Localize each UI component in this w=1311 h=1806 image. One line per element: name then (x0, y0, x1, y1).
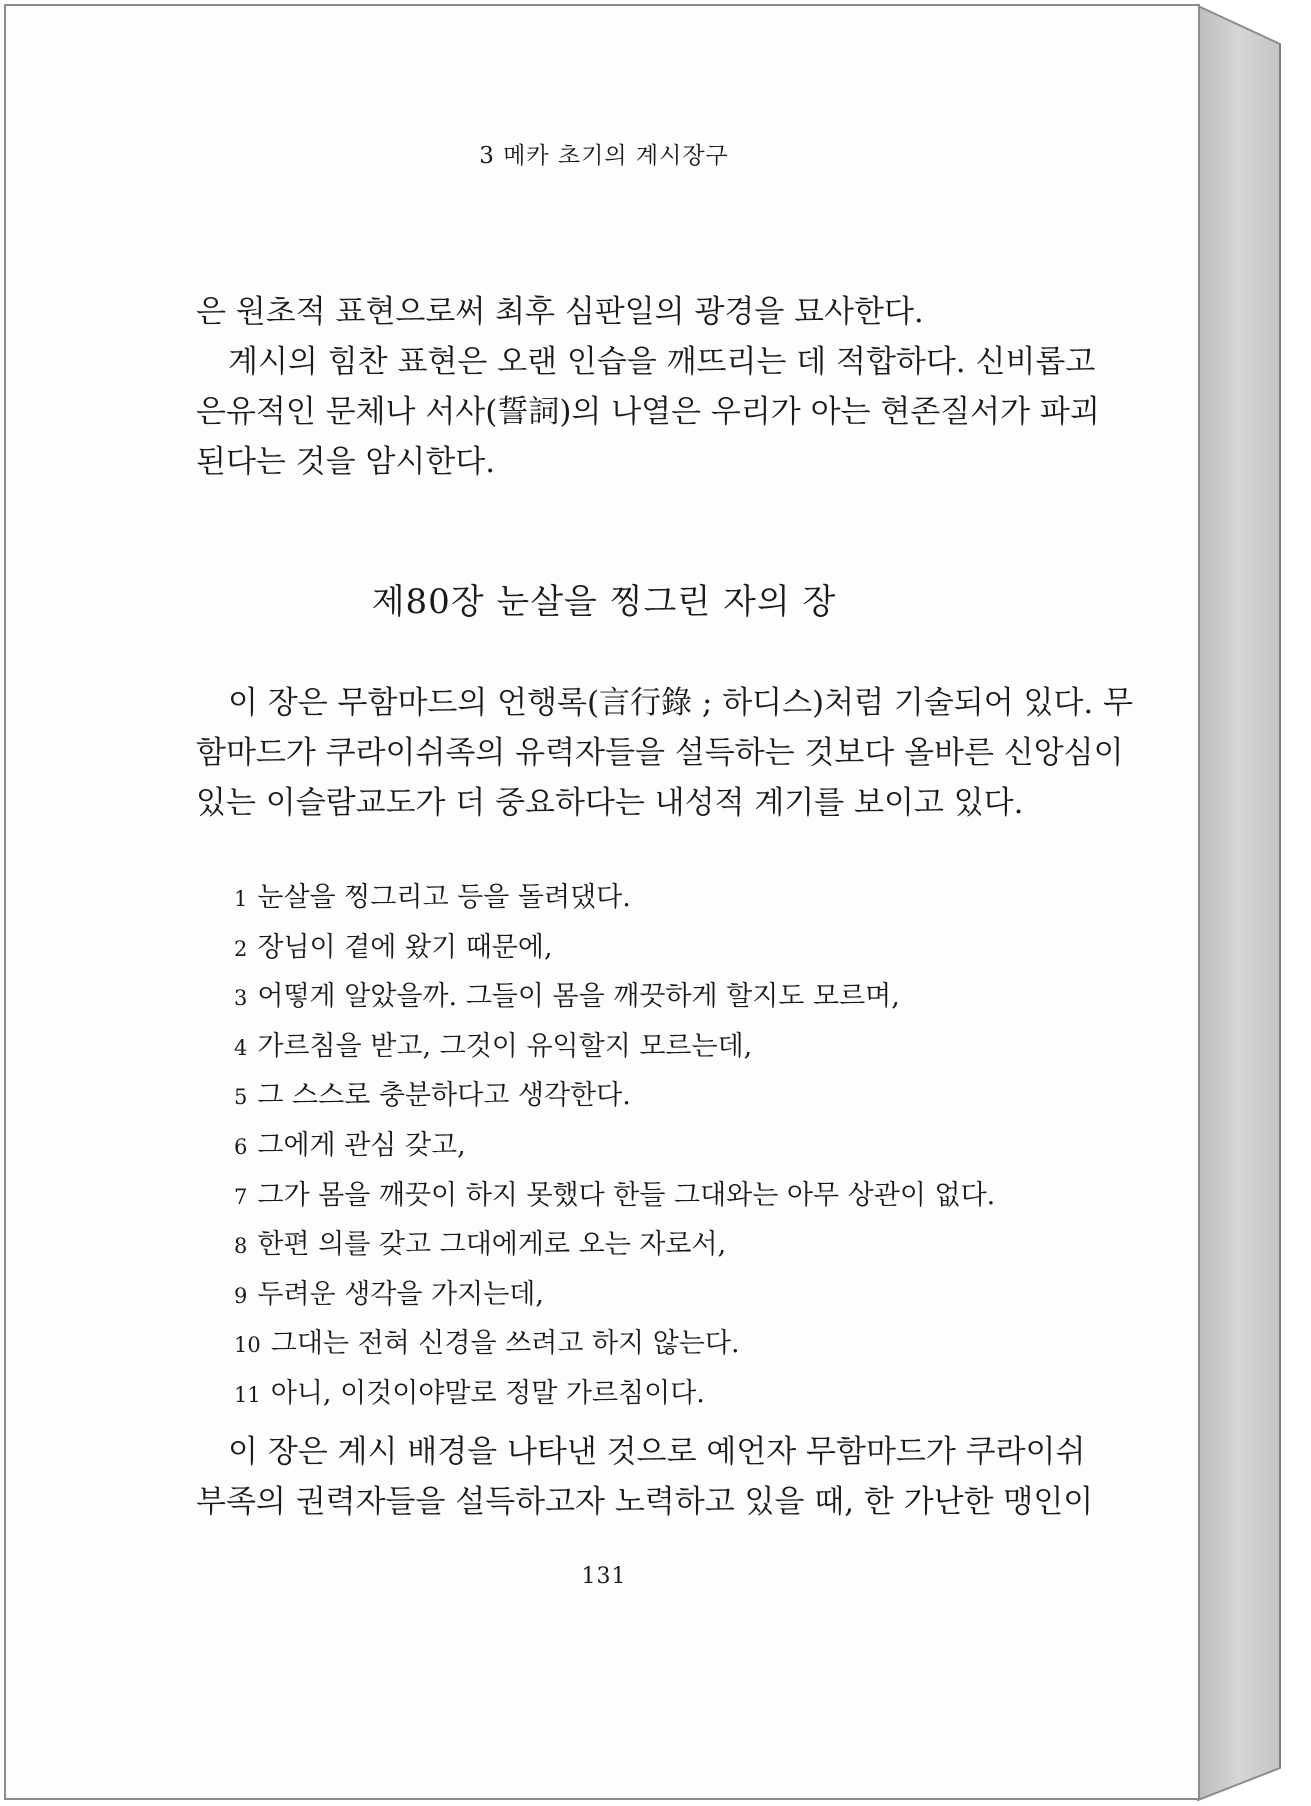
verse (234, 1122, 1054, 1172)
text-line: 이 장은 무함마드의 언행록(言行錄 ; 하디스)처럼 기술되어 있다. 무 (228, 685, 1134, 721)
verse-text: 그 스스로 충분하다고 생각한다. (257, 1080, 631, 1112)
text-line: 은유적인 문체나 서사(誓詞)의 나열은 우리가 아는 현존질서가 파괴 (196, 394, 1100, 430)
verse-number: 9 (234, 1283, 248, 1308)
verse-text: 그에게 관심 갖고, (257, 1129, 466, 1161)
text-line: 은 원초적 표현으로써 최후 심판일의 광경을 묘사한다. (196, 294, 924, 330)
intro-paragraph-2 (196, 337, 1100, 487)
text-line: 부족의 권력자들을 설득하고자 노력하고 있을 때, 한 가난한 맹인이 (196, 1484, 1094, 1520)
intro-paragraph-1 (196, 287, 1066, 337)
verse (234, 973, 1054, 1023)
verse-text: 장님이 곁에 왔기 때문에, (257, 931, 553, 963)
text-line: 함마드가 쿠라이쉬족의 유력자들을 설득하는 것보다 올바른 신앙심이 (196, 735, 1124, 771)
verse-number: 1 (234, 887, 248, 911)
verse-text: 그대는 전혀 신경을 쓰려고 하지 않는다. (270, 1328, 740, 1360)
verse-text: 두려운 생각을 가지는데, (257, 1278, 544, 1310)
chapter-intro-paragraph (196, 678, 1134, 828)
verse-number: 4 (234, 1035, 248, 1060)
chapter-title: 제80장 눈살을 찡그린 자의 장 (371, 582, 837, 622)
verse (234, 1271, 1054, 1321)
verse-number: 11 (234, 1382, 261, 1407)
verse-text: 아니, 이것이야말로 정말 가르침이다. (270, 1377, 705, 1409)
verse-number: 10 (234, 1333, 261, 1358)
verse (234, 1370, 1054, 1420)
verse-text: 한편 의를 갖고 그대에게로 오는 자로서, (257, 1229, 727, 1261)
verse (234, 1072, 1054, 1122)
verse (234, 1023, 1054, 1073)
chapter-intro (196, 678, 1134, 828)
verse (234, 874, 1054, 924)
verse (234, 924, 1054, 974)
verse-text: 그가 몸을 깨끗이 하지 못했다 한들 그대와는 아무 상관이 없다. (257, 1179, 996, 1211)
verse (234, 1172, 1054, 1222)
verse-text: 어떻게 알았을까. 그들이 몸을 깨끗하게 할지도 모르며, (257, 981, 900, 1013)
running-head: 3 메카 초기의 계시장구 (479, 143, 729, 169)
text-line: 있는 이슬람교도가 더 중요하다는 내성적 계기를 보이고 있다. (196, 785, 1024, 821)
verse-text: 가르침을 받고, 그것이 유익할지 모르는데, (257, 1030, 753, 1062)
verse-text: 눈살을 찡그리고 등을 돌려댔다. (257, 882, 631, 913)
text-line: 이 장은 계시 배경을 나타낸 것으로 예언자 무함마드가 쿠라이쉬 (228, 1434, 1086, 1470)
commentary (196, 1427, 1094, 1527)
text-line: 된다는 것을 암시한다. (196, 444, 496, 480)
verse (234, 1221, 1054, 1271)
verse-number: 2 (234, 936, 248, 961)
intro-text (196, 287, 1100, 487)
book-page (4, 4, 1200, 1800)
verse-number: 3 (234, 986, 248, 1011)
text-line: 계시의 힘찬 표현은 오랜 인습을 깨뜨리는 데 적합하다. 신비롭고 (228, 344, 1096, 380)
verse-number: 6 (234, 1134, 248, 1159)
page-number: 131 (581, 1564, 627, 1589)
verse-number: 8 (234, 1234, 248, 1259)
commentary-paragraph (196, 1427, 1094, 1527)
verse-number: 7 (234, 1184, 248, 1209)
verse-number: 5 (234, 1085, 248, 1110)
verse-list (234, 874, 1054, 1420)
verse (234, 1320, 1054, 1370)
